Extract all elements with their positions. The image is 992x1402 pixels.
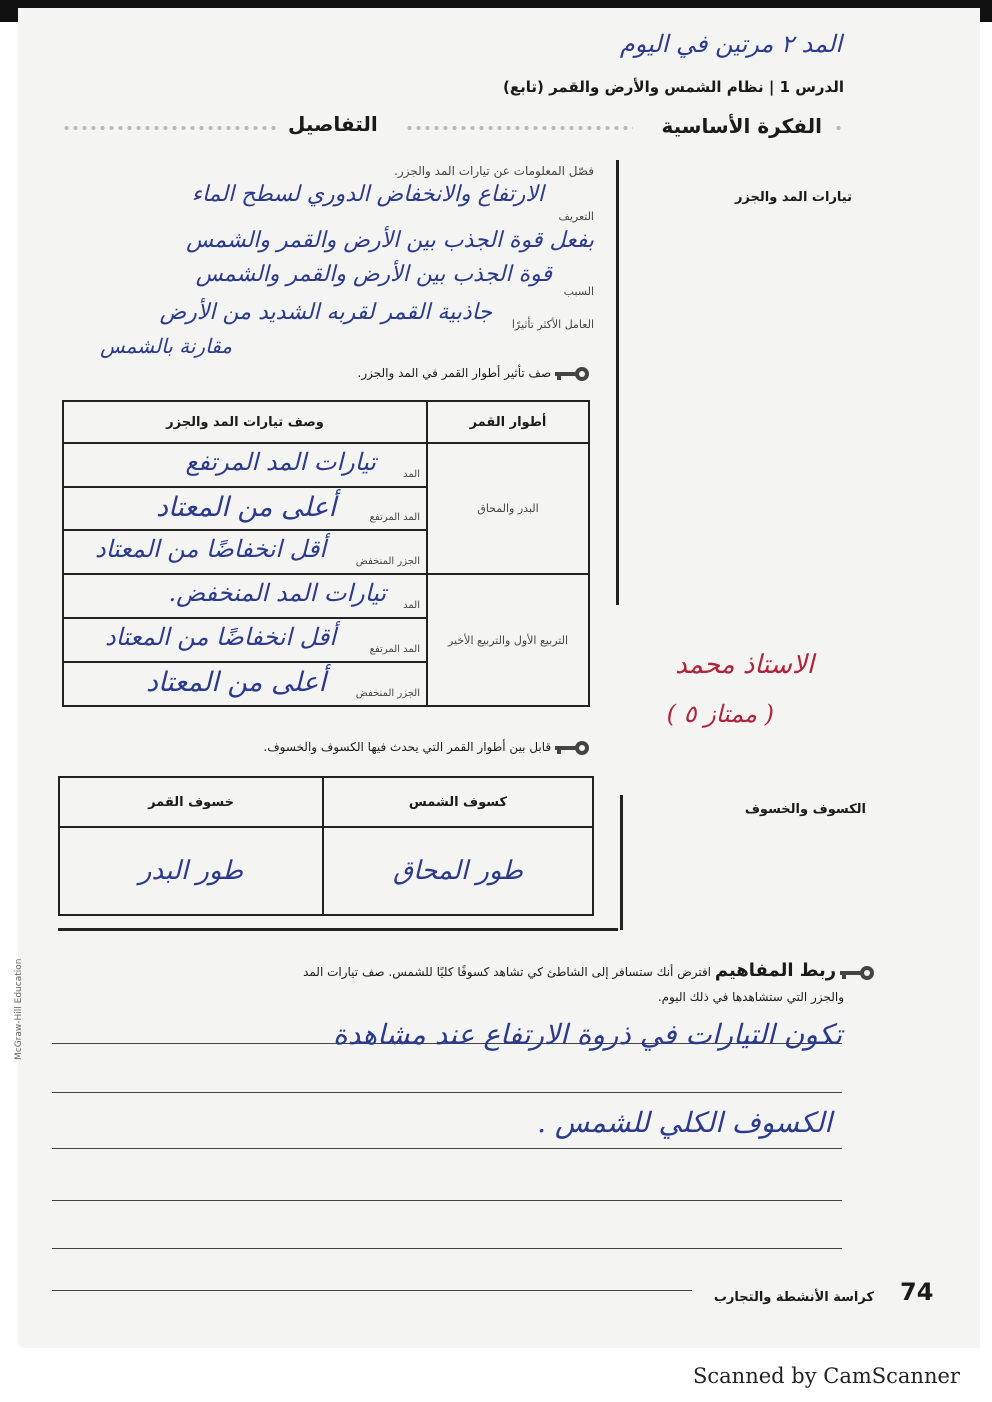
tides-instruction: فصّل المعلومات عن تيارات المد والجزر. — [394, 164, 594, 178]
solar-answer-cell — [323, 827, 593, 915]
connect-concepts-prompt-2: والجزر التي ستشاهدها في ذلك اليوم. — [657, 990, 844, 1004]
key-icon — [840, 966, 874, 980]
lunar-answer-cell — [59, 827, 323, 915]
publisher-side-text: McGraw-Hill Education — [14, 958, 24, 1060]
row-answer: أعلى من المعتاد — [146, 667, 326, 698]
moon-phases-table — [62, 400, 590, 707]
main-idea-heading: الفكرة الأساسية — [661, 114, 822, 138]
table-cell — [63, 618, 427, 662]
key-icon — [555, 741, 589, 755]
row-answer: تيارات المد المرتفع — [185, 448, 376, 476]
row-answer: أقل انخفاضًا من المعتاد — [95, 535, 326, 563]
answer-line — [52, 1148, 842, 1149]
answer-line — [52, 1092, 842, 1093]
column-divider-eclipse — [620, 795, 623, 930]
col-header-description: وصف تيارات المد والجزر — [63, 401, 427, 443]
connect-answer-2: الكسوف الكلي للشمس . — [537, 1106, 832, 1139]
factor-label: العامل الأكثر تأثيرًا — [511, 318, 594, 331]
answer-line — [52, 1290, 692, 1291]
row-label: الجزر المنخفض — [355, 556, 420, 567]
footer-book-title: كراسة الأنشطة والتجارب — [713, 1290, 874, 1305]
col-header-phases: أطوار القمر — [427, 401, 589, 443]
connect-concepts-title: ربط المفاهيم — [714, 960, 837, 981]
factor-answer-2: مقارنة بالشمس — [100, 334, 232, 358]
connect-answer-1: تكون التيارات في ذروة الارتفاع عند مشاهدة — [333, 1018, 842, 1051]
solar-answer: طور المحاق — [393, 856, 523, 886]
answer-line — [52, 1200, 842, 1201]
row-label: المد المرتفع — [369, 644, 420, 655]
row-answer: تيارات المد المنخفض. — [168, 579, 386, 607]
handwritten-header: المد ٢ مرتين في اليوم — [619, 30, 842, 58]
row-answer: أقل انخفاضًا من المعتاد — [105, 623, 336, 651]
camscanner-watermark: Scanned by CamScanner — [693, 1364, 960, 1388]
teacher-note-name: الاستاذ محمد — [675, 650, 814, 680]
table-cell — [63, 574, 427, 618]
col-header-lunar: خسوف القمر — [59, 777, 323, 827]
footer-page-number: 74 — [900, 1278, 934, 1306]
moon-phases-instruction-row — [358, 366, 589, 381]
row-label: المد المرتفع — [369, 512, 420, 523]
eclipse-instruction-row — [263, 740, 589, 755]
definition-answer-1: الارتفاع والانخفاض الدوري لسطح الماء — [191, 182, 544, 207]
column-divider-top — [616, 160, 619, 605]
tides-side-label: تيارات المد والجزر — [734, 190, 852, 205]
moon-phases-instruction: صف تأثير أطوار القمر في المد والجزر. — [357, 366, 552, 380]
eclipse-table — [58, 776, 594, 916]
row-label: الجزر المنخفض — [355, 688, 420, 699]
row-answer: أعلى من المعتاد — [156, 492, 336, 523]
lesson-title: الدرس 1 | نظام الشمس والأرض والقمر (تابع) — [503, 78, 844, 96]
cause-answer: قوة الجذب بين الأرض والقمر والشمس — [195, 262, 552, 287]
phase-full-new: البدر والمحاق — [427, 443, 589, 574]
phase-quarters: التربيع الأول والتربيع الأخير — [427, 574, 589, 706]
eclipse-instruction: قابل بين أطوار القمر التي يحدث فيها الكسوف والخسوف. — [263, 740, 552, 754]
definition-answer-2: بفعل قوة الجذب بين الأرض والقمر والشمس — [186, 228, 594, 253]
connect-concepts-prompt-1: افترض أنك ستسافر إلى الشاطئ كي تشاهد كسوفًا كليًا للشمس. صف تيارات المد — [303, 965, 712, 979]
row-label: المد — [403, 600, 420, 611]
lunar-answer: طور البدر — [138, 856, 244, 886]
cause-label: السبب — [563, 285, 594, 298]
dotted-bar-right — [834, 124, 844, 132]
dotted-bar-middle — [405, 124, 633, 132]
row-label: المد — [403, 469, 420, 480]
dotted-bar-left — [62, 124, 280, 132]
definition-label: التعريف — [558, 210, 594, 223]
eclipse-side-label: الكسوف والخسوف — [744, 802, 866, 817]
section-divider — [58, 928, 618, 931]
table-cell — [63, 662, 427, 706]
table-cell — [63, 530, 427, 574]
table-cell — [63, 487, 427, 530]
answer-line — [52, 1248, 842, 1249]
connect-concepts-row — [303, 960, 874, 981]
table-cell — [63, 443, 427, 487]
factor-answer-1: جاذبية القمر لقربه الشديد من الأرض — [159, 300, 492, 325]
col-header-solar: كسوف الشمس — [323, 777, 593, 827]
details-heading: التفاصيل — [288, 112, 378, 136]
key-icon — [555, 367, 589, 381]
teacher-note-grade: ( ممتاز ٥ ) — [666, 700, 774, 728]
